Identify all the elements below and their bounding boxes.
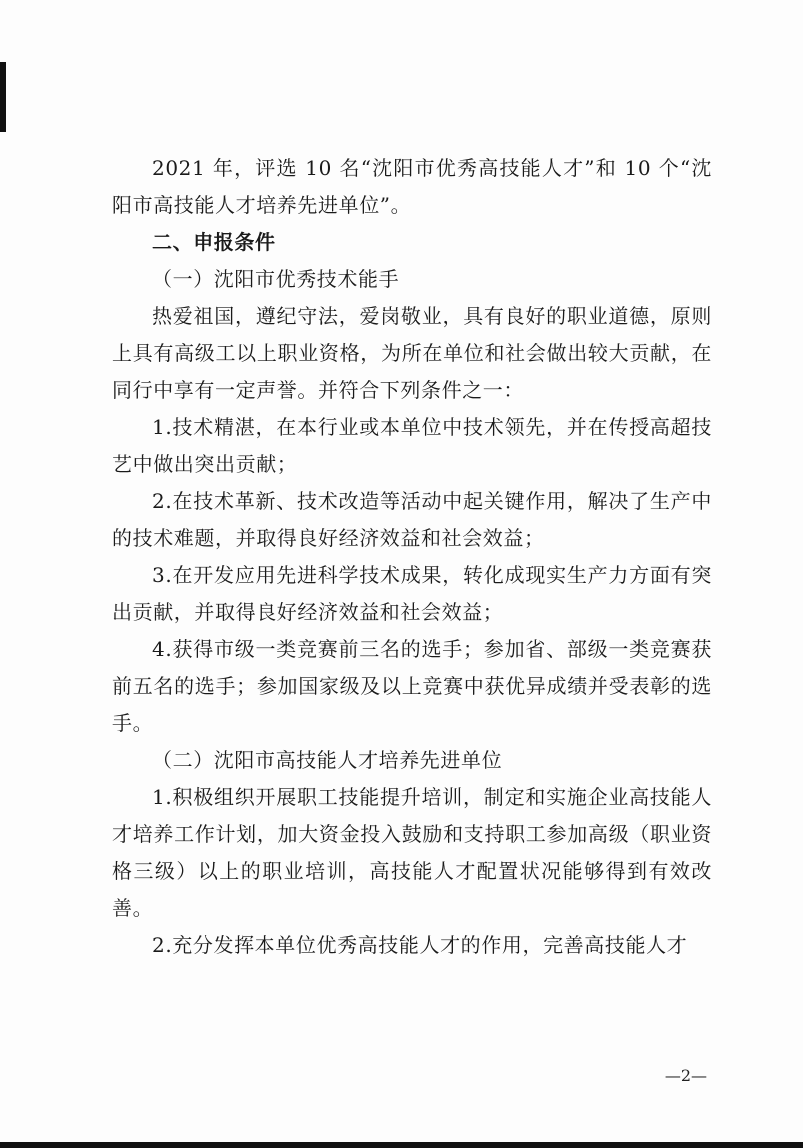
list-item-3: 3.在开发应用先进科学技术成果，转化成现实生产力方面有突出贡献，并取得良好经济效益和社会效益； [112, 563, 712, 624]
paragraph-general-requirements: 热爱祖国，遵纪守法，爱岗敬业，具有良好的职业道德，原则上具有高级工以上职业资格，为所在单位和社会做出较大贡献，在同行中享有一定声誉。并符合下列条件之一： [112, 304, 712, 402]
section-heading-criteria: 二、申报条件 [152, 230, 276, 254]
paragraph-selection-count: 2021 年，评选 10 名“沈阳市优秀高技能人才”和 10 个“沈阳市高技能人才培养先进单位”。 [112, 156, 712, 217]
list-item-1: 1.技术精湛，在本行业或本单位中技术领先，并在传授高超技艺中做出突出贡献； [112, 415, 712, 476]
unit-item-1: 1.积极组织开展职工技能提升培训，制定和实施企业高技能人才培养工作计划，加大资金投入鼓励和支持职工参加高级（职业资格三级）以上的职业培训，高技能人才配置状况能够得到有效改善。 [112, 785, 712, 920]
list-item-4: 4.获得市级一类竞赛前三名的选手；参加省、部级一类竞赛获前五名的选手；参加国家级及以上竞赛中获优异成绩并受表彰的选手。 [112, 637, 712, 735]
document-body [112, 150, 712, 964]
scan-edge-mark [0, 62, 6, 132]
page-number: —2— [664, 1066, 707, 1085]
list-item-2: 2.在技术革新、技术改造等活动中起关键作用，解决了生产中的技术难题，并取得良好经济效益和社会效益； [112, 489, 712, 550]
subheading-technical-experts: （一）沈阳市优秀技术能手 [152, 267, 400, 291]
unit-item-2: 2.充分发挥本单位优秀高技能人才的作用，完善高技能人才 [152, 933, 688, 957]
scan-bottom-edge [0, 1142, 803, 1148]
subheading-advanced-units: （二）沈阳市高技能人才培养先进单位 [152, 748, 503, 772]
